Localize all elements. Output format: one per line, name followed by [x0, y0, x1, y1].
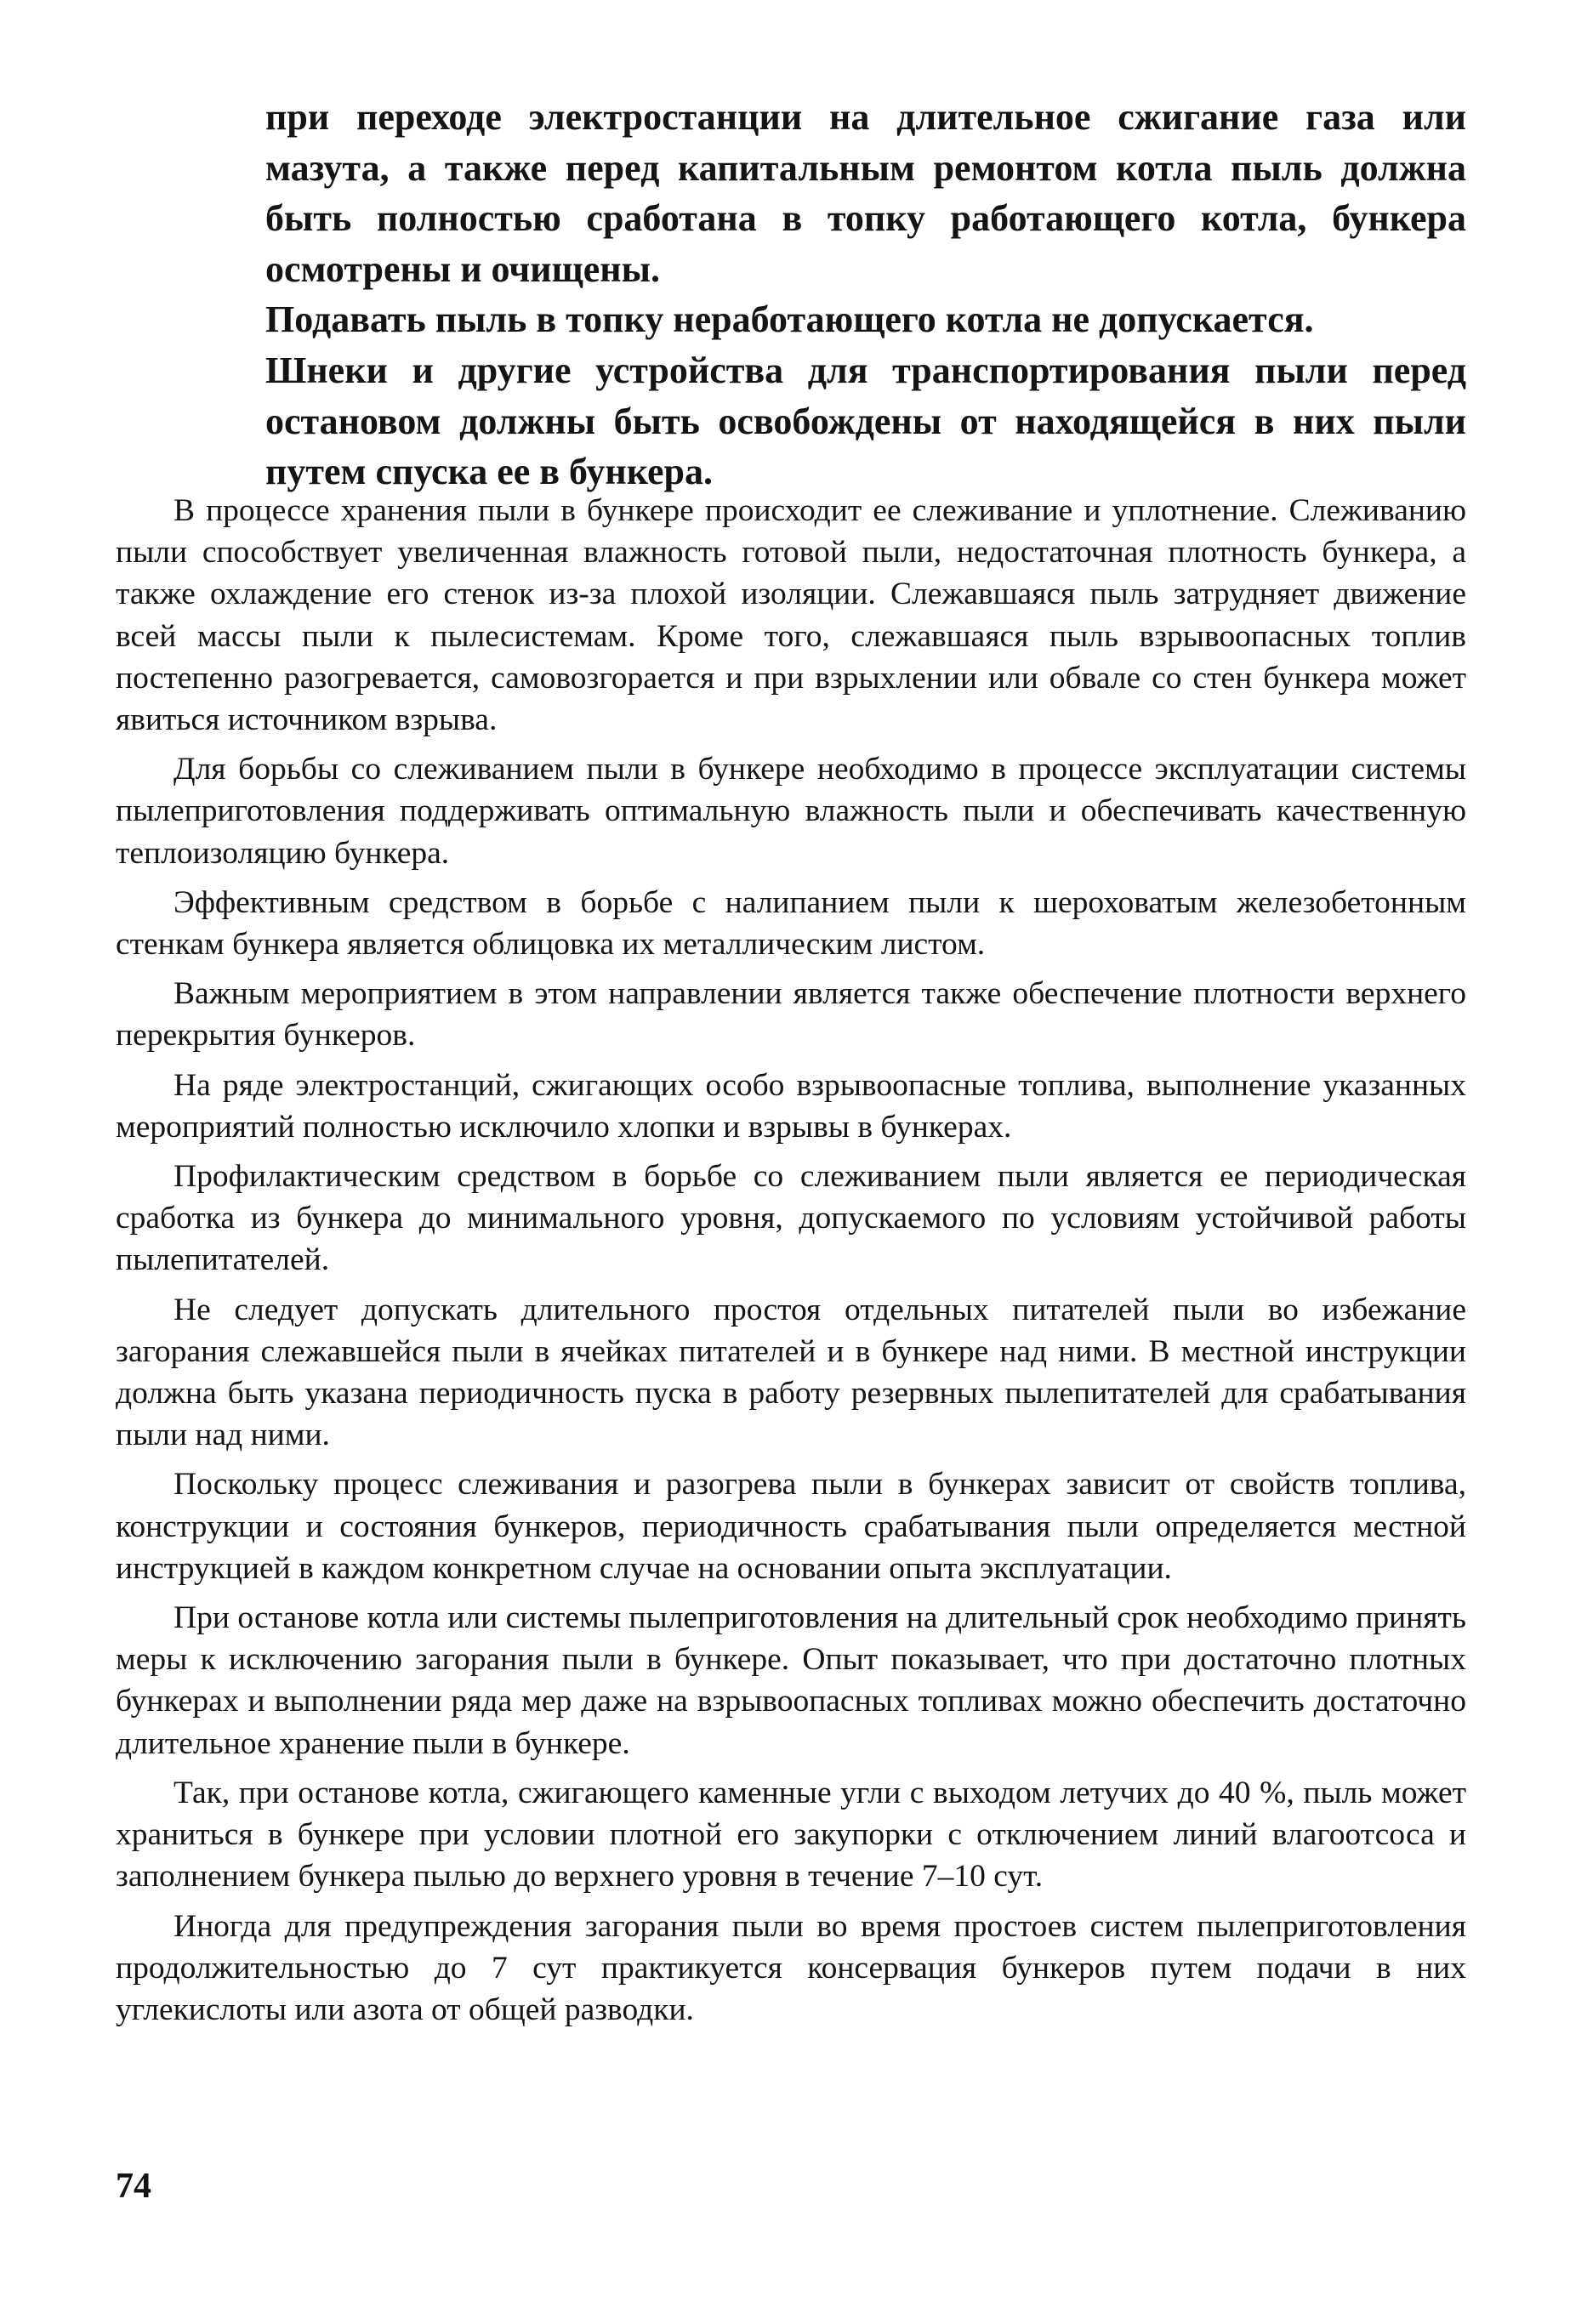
paragraph: В процессе хранения пыли в бункере происходит ее слеживание и уплотнение. Слеживанию пыли способствует увеличенная влажность готовой пыли, недостаточная плотность бункера, а также охлаждение его стенок из-за плохой изоляции. Слежавшаяся пыль затрудняет движение всей массы пыли к пылесистемам. Кроме того, слежавшаяся пыль взрывоопасных топлив постепенно разогревается, самовозгорается и при взрыхлении или обвале со стен бункера может явиться источником взрыва. — [116, 493, 1466, 738]
paragraph: При останове котла или системы пылеприготовления на длительный срок необходимо принять меры к исключению загорания пыли в бункере. Опыт показывает, что при достаточно плотных бункерах и выполнении ряда мер даже на взрывоопасных топливах можно обеспечить достаточно длительное хранение пыли в бункере. — [116, 1600, 1466, 1761]
body-text — [116, 490, 1466, 2038]
paragraph: Важным мероприятием в этом направлении является также обеспечение плотности верхнего перекрытия бункеров. — [116, 976, 1466, 1054]
paragraph: На ряде электростанций, сжигающих особо взрывоопасные топлива, выполнение указанных мероприятий полностью исключило хлопки и взрывы в бункерах. — [116, 1067, 1466, 1145]
rule-text: при переходе электростанции на длительное сжигание газа или мазута, а также перед капитальным ремонтом котла пыль должна быть полностью сработана в топку работающего котла, бункера осмотрены и очищены. — [265, 96, 1466, 290]
paragraph: Не следует допускать длительного простоя отдельных питателей пыли во избежание загорания слежавшейся пыли в ячейках питателей и в бункере над ними. В местной инструкции должна быть указана периодичность пуска в работу резервных пылепитателей для срабатывания пыли над ними. — [116, 1292, 1466, 1453]
paragraph: Для борьбы со слеживанием пыли в бункере необходимо в процессе эксплуатации системы пылеприготовления поддерживать оптимальную влажность пыли и обеспечивать качественную теплоизоляцию бункера. — [116, 752, 1466, 871]
paragraph: Иногда для предупреждения загорания пыли во время простоев систем пылеприготовления продолжительностью до 7 сут практикуется консервация бункеров путем подачи в них углекислоты или азота от общей разводки. — [116, 1908, 1466, 2027]
rules-block — [265, 92, 1466, 497]
paragraph: Эффективным средством в борьбе с налипанием пыли к шероховатым железобетонным стенкам бункера является облицовка их металлическим листом. — [116, 884, 1466, 963]
paragraph: Профилактическим средством в борьбе со слеживанием пыли является ее периодическая сработка из бункера до минимального уровня, допускаемого по условиям устойчивой работы пылепитателей. — [116, 1159, 1466, 1278]
paragraph: Так, при останове котла, сжигающего каменные угли с выходом летучих до 40 %, пыль может храниться в бункере при условии плотной его закупорки с отключением линий влагоотсоса и заполнением бункера пылью до верхнего уровня в течение 7–10 сут. — [116, 1775, 1466, 1895]
rule-text: Подавать пыль в топку неработающего котла не допускается. — [265, 298, 1314, 341]
paragraph: Поскольку процесс слеживания и разогрева пыли в бункерах зависит от свойств топлива, конструкции и состояния бункеров, периодичность срабатывания пыли определяется местной инструкцией в каждом конкретном случае на основании опыта эксплуатации. — [116, 1467, 1466, 1586]
page-number: 74 — [116, 2167, 151, 2206]
rule-text: Шнеки и другие устройства для транспортирования пыли перед остановом должны быть освобождены от находящейся в них пыли путем спуска ее в бункера. — [265, 349, 1466, 493]
